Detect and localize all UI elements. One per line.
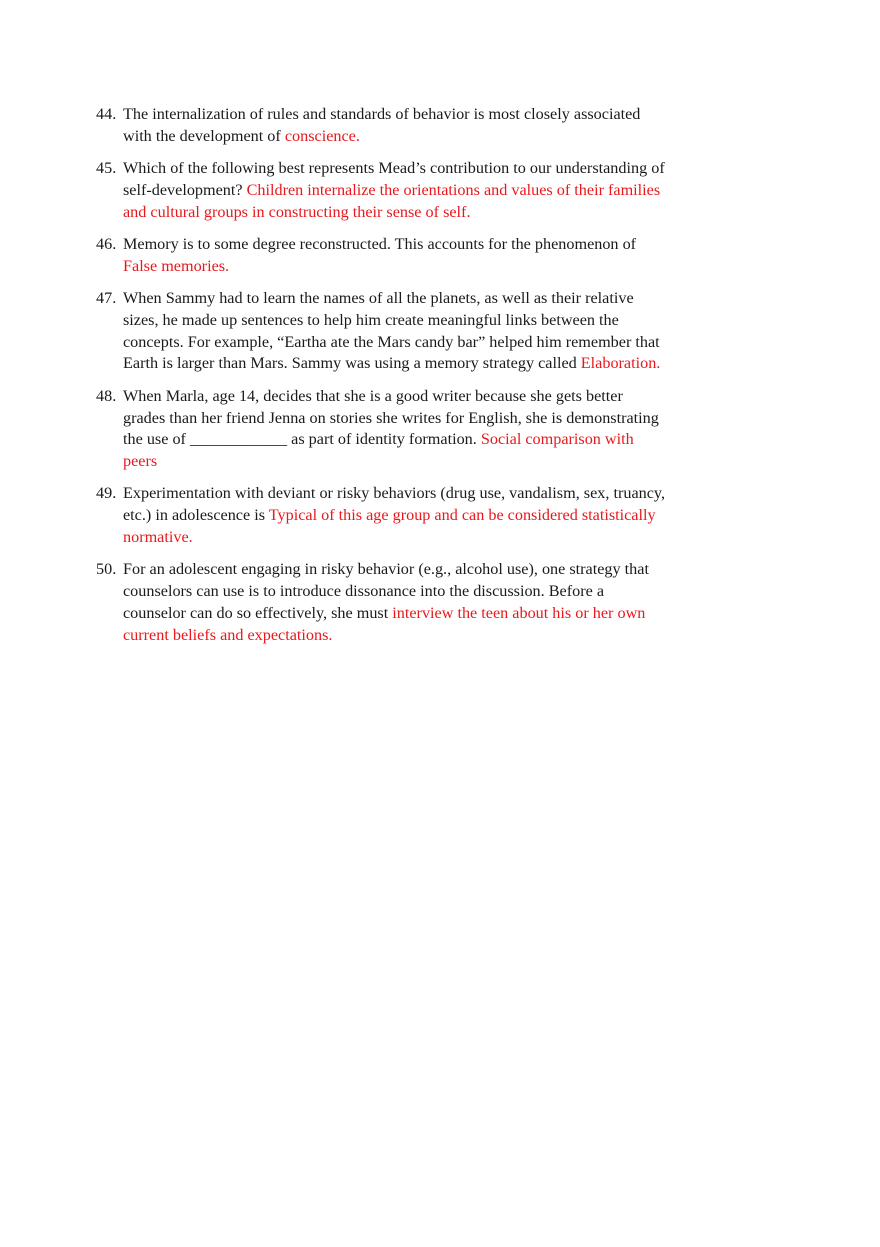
question-number: 45. [96, 159, 117, 178]
answer-text: conscience. [284, 126, 360, 145]
question-item-48 [96, 386, 666, 473]
question-item-46 [96, 234, 666, 278]
question-number: 49. [96, 484, 117, 503]
question-list [96, 104, 666, 657]
question-number: 47. [96, 289, 117, 308]
question-item-50 [96, 559, 666, 646]
question-text: When Sammy had to learn the names of all the planets, as well as their relative sizes, he made up sentences to help him create meaningful links between the concepts. For example, “Eartha ate the Mars candy bar” helped him remember that Earth is larger than Mars. Sammy was using a memory strategy called [123, 289, 660, 373]
question-text: The internalization of rules and standards of behavior is most closely associated with the development of [123, 105, 641, 145]
answer-text: False memories. [123, 256, 230, 275]
question-number: 48. [96, 386, 117, 405]
question-item-49 [96, 483, 666, 548]
question-number: 50. [96, 560, 117, 579]
answer-text: Children internalize the orientations and values of their families and cultural groups in constructing their sense of self. [123, 180, 661, 221]
question-item-44 [96, 104, 666, 148]
answer-text: Social comparison with peers [123, 430, 634, 471]
question-item-45 [96, 158, 666, 223]
question-text: Which of the following best represents Mead’s contribution to our understanding of self-development? [123, 159, 665, 199]
question-text: Memory is to some degree reconstructed. This accounts for the phenomenon of [123, 234, 637, 253]
question-text: For an adolescent engaging in risky behavior (e.g., alcohol use), one strategy that counselors can use is to introduce dissonance into the discussion. Before a counselor can do so effectively, she must [123, 560, 649, 622]
question-number: 44. [96, 105, 117, 123]
answer-text: Elaboration. [580, 354, 661, 373]
question-number: 46. [96, 234, 117, 253]
answer-text: interview the teen about his or her own current beliefs and expectations. [123, 603, 646, 644]
question-item-47 [96, 288, 666, 375]
question-text: Experimentation with deviant or risky behaviors (drug use, vandalism, sex, truancy, etc.) in adolescence is [123, 484, 665, 525]
question-text: When Marla, age 14, decides that she is a good writer because she gets better grades than her friend Jenna on stories she writes for English, she is demonstrating the use of ____________ as part of identity formation. [123, 386, 659, 449]
answer-text: Typical of this age group and can be considered statistically normative. [123, 506, 656, 547]
